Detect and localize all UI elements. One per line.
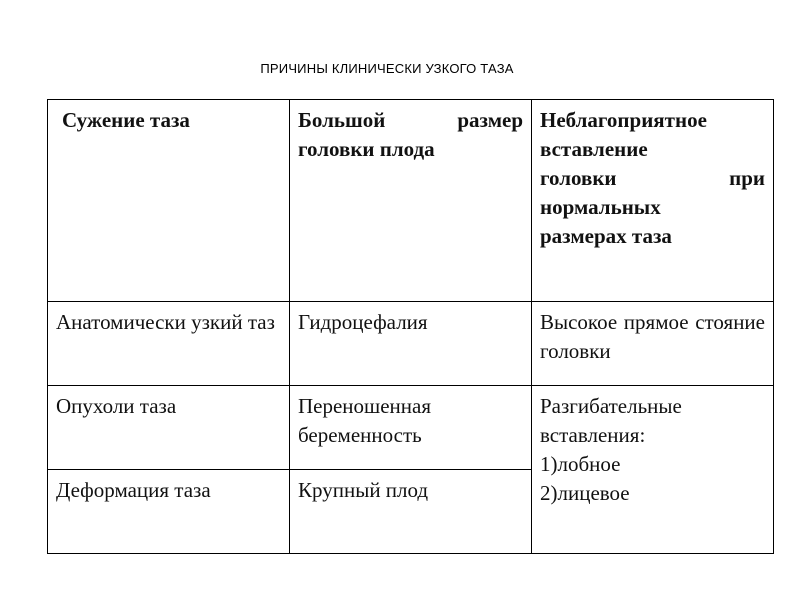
header-line: Большой размер xyxy=(298,108,523,132)
table-header-row xyxy=(48,100,774,302)
header-line: головки при xyxy=(540,166,765,190)
causes-table xyxy=(47,99,774,554)
header-unfavorable-insertion xyxy=(532,100,774,302)
header-line: головки плода xyxy=(298,137,435,161)
header-line: Неблагоприятное xyxy=(540,108,707,132)
table-cell: Анатомически узкий таз xyxy=(48,302,290,386)
header-line: размерах таза xyxy=(540,224,672,248)
table-row xyxy=(48,386,774,470)
header-line: нормальных xyxy=(540,195,661,219)
table-row xyxy=(48,302,774,386)
merged-cell-extension-insertions xyxy=(532,386,774,554)
merged-cell-line: Разгибательные xyxy=(540,394,682,418)
merged-cell-line: 2)лицевое xyxy=(540,481,630,505)
header-large-fetal-head xyxy=(290,100,532,302)
table-cell: Опухоли таза xyxy=(48,386,290,470)
merged-cell-line: вставления: xyxy=(540,423,646,447)
table-cell: Высокое прямое стояние головки xyxy=(532,302,774,386)
header-narrow-pelvis: Сужение таза xyxy=(48,100,290,302)
merged-cell-line: 1)лобное xyxy=(540,452,621,476)
table-cell: Крупный плод xyxy=(290,470,532,554)
table-cell: Деформация таза xyxy=(48,470,290,554)
slide-title: ПРИЧИНЫ КЛИНИЧЕСКИ УЗКОГО ТАЗА xyxy=(260,61,514,76)
table-cell: Переношенная беременность xyxy=(290,386,532,470)
table-cell: Гидроцефалия xyxy=(290,302,532,386)
header-line: вставление xyxy=(540,137,648,161)
